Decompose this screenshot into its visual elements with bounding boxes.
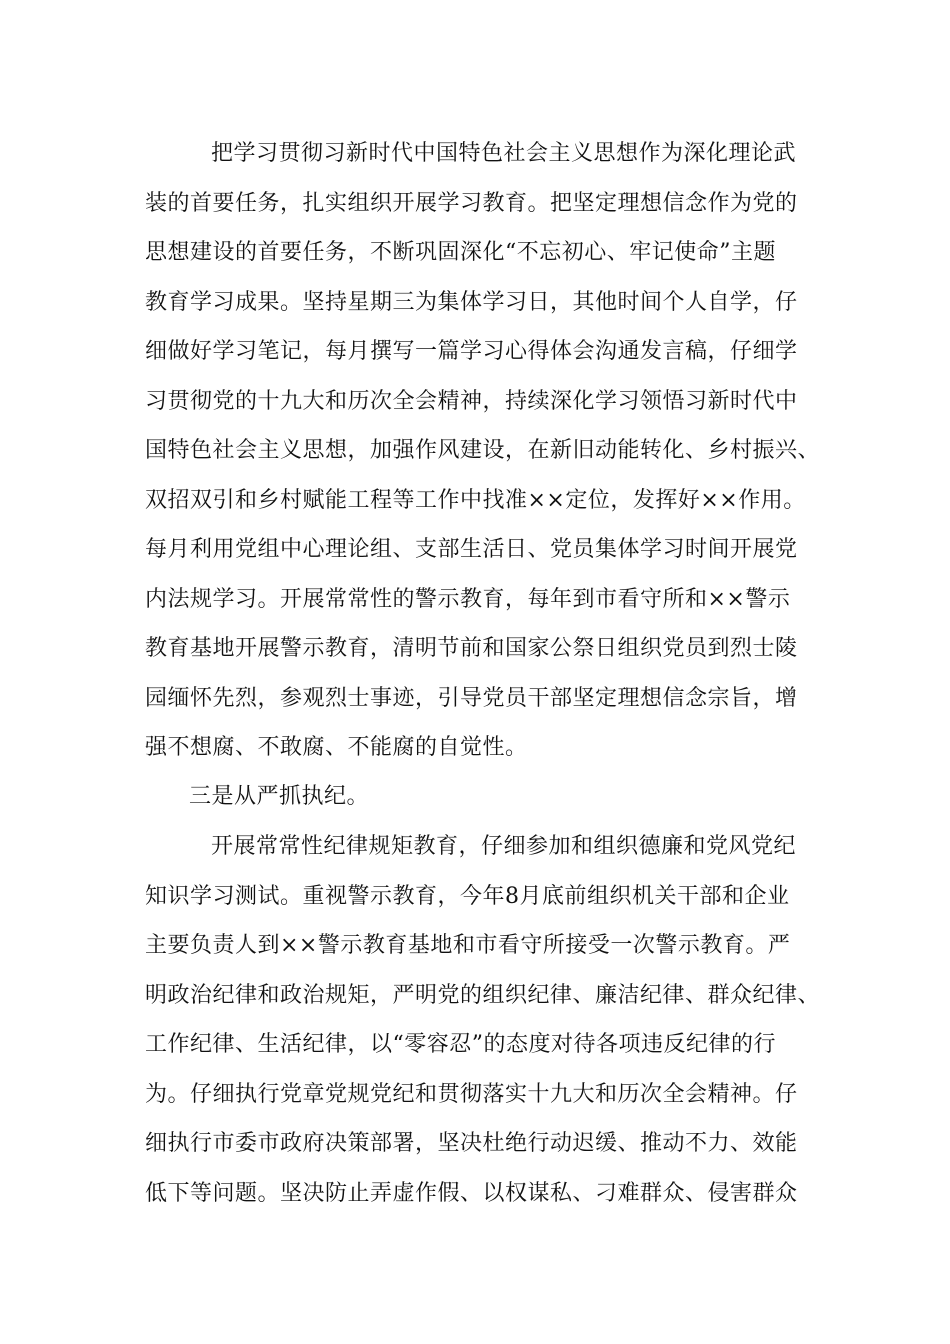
section-heading-discipline xyxy=(145,772,825,822)
text-line: 园缅怀先烈，参观烈士事迹，引导党员干部坚定理想信念宗旨，增 xyxy=(145,685,798,711)
text-line: 教育基地开展警示教育，清明节前和国家公祭日组织党员到烈士陵 xyxy=(145,636,798,661)
text-line: 主要负责人到××警示教育基地和市看守所接受一次警示教育。严 xyxy=(145,933,791,958)
text-line: 内法规学习。开展常常性的警示教育，每年到市看守所和××警示 xyxy=(145,586,791,612)
text-line: 国特色社会主义思想，加强作风建设，在新旧动能转化、乡村振兴、 xyxy=(145,438,821,463)
text-line: 双招双引和乡村赋能工程等工作中找准××定位，发挥好××作用。 xyxy=(145,487,806,513)
text-line: 装的首要任务，扎实组织开展学习教育。把坚定理想信念作为党的 xyxy=(145,190,798,216)
text-line: 为。仔细执行党章党规党纪和贯彻落实十九大和历次全会精神。仔 xyxy=(145,1081,798,1107)
text-line: 开展常常性纪律规矩教育，仔细参加和组织德廉和党风党纪 xyxy=(211,834,797,859)
text-line: 思想建设的首要任务，不断巩固深化“不忘初心、牢记使命”主题 xyxy=(145,240,776,265)
text-line: 工作纪律、生活纪律，以“零容忍”的态度对待各项违反纪律的行 xyxy=(145,1032,776,1057)
paragraph-discipline-education xyxy=(145,822,825,1218)
text-line: 低下等问题。坚决防止弄虚作假、以权谋私、刁难群众、侵害群众 xyxy=(145,1180,798,1206)
text-line: 强不想腐、不敢腐、不能腐的自觉性。 xyxy=(145,735,528,760)
text-line: 把学习贯彻习新时代中国特色社会主义思想作为深化理论武 xyxy=(211,141,797,166)
text-line: 细执行市委市政府决策部署，坚决杜绝行动迟缓、推动不力、效能 xyxy=(145,1131,798,1156)
paragraph-study-education xyxy=(145,129,825,773)
section-heading: 三是从严抓执纪。 xyxy=(189,784,370,809)
text-line: 细做好学习笔记，每月撰写一篇学习心得体会沟通发言稿，仔细学 xyxy=(145,339,798,364)
text-line: 明政治纪律和政治规矩，严明党的组织纪律、廉洁纪律、群众纪律、 xyxy=(145,982,821,1008)
text-line: 每月利用党组中心理论组、支部生活日、党员集体学习时间开展党 xyxy=(145,537,798,562)
text-line: 知识学习测试。重视警示教育，今年8月底前组织机关干部和企业 xyxy=(145,883,790,909)
text-line: 习贯彻党的十九大和历次全会精神，持续深化学习领悟习新时代中 xyxy=(145,388,798,414)
text-line: 教育学习成果。坚持星期三为集体学习日，其他时间个人自学，仔 xyxy=(145,289,798,315)
